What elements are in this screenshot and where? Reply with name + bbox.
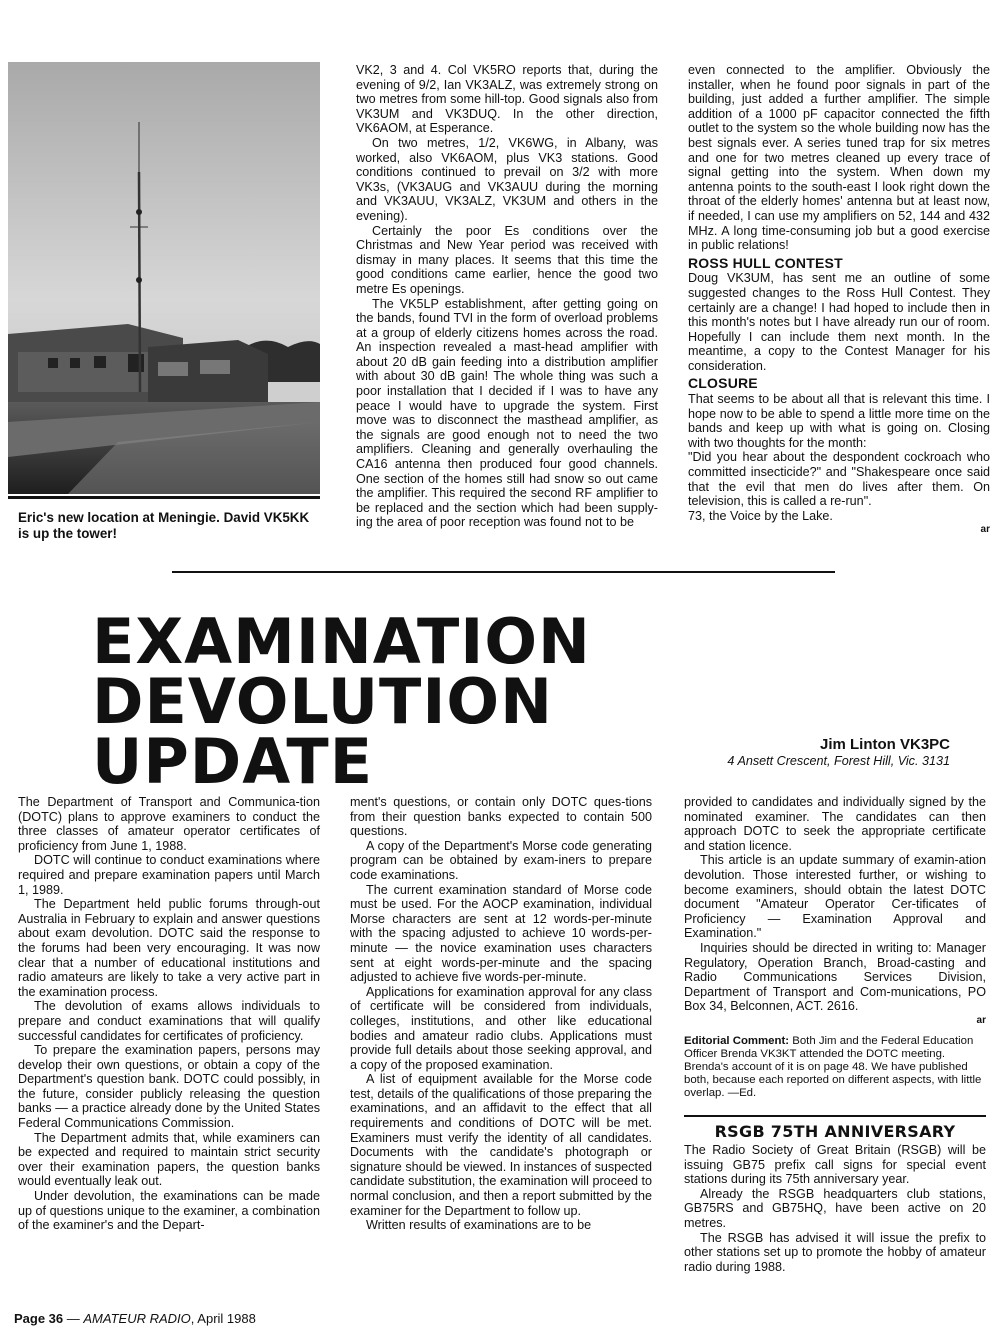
page-footer	[14, 1311, 256, 1326]
paragraph: Written results of examinations are to be	[366, 1218, 592, 1233]
paragraph: This article is an update summary of examin-ation devolution. Those interested further, or wishing to become examiners, should obtain the latest DOTC document "Amateur Operator Cer-tificates of Proficiency — Examination Approval and Examination."	[684, 853, 986, 941]
paragraph: Doug VK3UM, has sent me an outline of some suggested changes to the Ross Hull Contest. They certainly are a change! I had hoped to include then in this month's notes but I have already run our of room. Hopefully I can include them next month. In the meantime, a copy to the Contest Manager for his consideration.	[688, 271, 990, 373]
photo-caption: Eric's new location at Meningie. David VK5KK is up the tower!	[18, 510, 310, 541]
end-mark: ar	[976, 1014, 986, 1026]
closure-heading: CLOSURE	[688, 375, 758, 392]
editorial-comment	[684, 1035, 986, 1101]
paragraph: The Department admits that, while examiners can be expected and required to maintain strict security over their examination papers, the question banks would eventually leak out.	[18, 1130, 320, 1189]
editorial-label: Editorial Comment:	[684, 1034, 790, 1047]
magazine-name: AMATEUR RADIO	[83, 1311, 191, 1326]
ross-hull-heading: ROSS HULL CONTEST	[688, 254, 843, 271]
article-column-3	[684, 795, 986, 1274]
paragraph: A list of equipment available for the Morse code test, details of the qualifications of those preparing the examinations, and an affidavit to the effect that all requirements and conditions of DOTC will be met. Examiners must verify the identity of all candidates. Documents with the candidate's photograph or signature should be viewed. In instances of suspected candidate substitution, the examination will proceed to normal conclusion, and then a report submitted by the examiner for the Department to follow up.	[350, 1072, 652, 1218]
paragraph: That seems to be about all that is relevant this time. I hope now to be able to spend a little more time on the bands and keep up with what is going on. Closing with two thoughts for the month:	[688, 392, 990, 450]
paragraph: even connected to the amplifier. Obviously the installer, when he found poor signals in part of the building, just added a further amplifier. The simple addition of a 1000 pF capacitor connected the fifth outlet to the system so the whole building now has the best signals ever. A series tuned trap for six metres and one for two metres cleaned up every trace of signal getting into the system. When down my antenna points to the south-east I look right down the throat of the elderly homes' antenna but at least now, if needed, I can use my amplifiers on 52, 144 and 432 MHz. A long time-consuming job but a good exercise in public relations!	[688, 63, 990, 253]
section-rule	[172, 571, 835, 573]
page-number: Page 36	[14, 1311, 64, 1326]
paragraph: provided to candidates and individually signed by the nominated examiner. The candidates can then approach DOTC to seek the appropriate certificate and station licence.	[684, 795, 986, 853]
paragraph: The devolution of exams allows individuals to prepare and conduct examinations that will qualify successful candidates for certificates of proficiency.	[18, 999, 320, 1043]
paragraph: The VK5LP establishment, after getting going on the bands, found TVI in the form of overload problems at a group of elderly citizens homes across the road. An inspection revealed a mast-head amplifier with about 20 dB gain feeding into a distribution amplifier with about 30 dB gain! The whole thing was such a poor installation that I decided if I was to have any peace I would have to upgrade the system. First move was to disconnect the masthead amplifier, as the signals are good enough not to need the two amplifiers. Cleaning and generally overhauling the CA16 antenna then produced four good channels. One section of the homes still had snow so out came the amplifier. This required the second RF amplifier to be replaced and the section which had been supply-ing the area of poor reception was found not to be	[356, 296, 658, 530]
top-column-3	[688, 63, 990, 538]
end-mark: ar	[980, 524, 990, 536]
paragraph: The Department held public forums through-out Australia in February to explain and answer questions about exam devolution. DOTC said the response to the forums had been very encouraging. It was now clear that a number of educational institutions and radio amateurs are likely to take a very active part in the examination process.	[18, 897, 320, 999]
paragraph: VK2, 3 and 4. Col VK5RO reports that, during the evening of 9/2, Ian VK3ALZ, was extremely strong on two metres from some hill-top. Good signals also from VK3UM and VK3DUQ. In the other direction, VK6AOM, at Esperance.	[356, 63, 658, 136]
author-address: 4 Ansett Crescent, Forest Hill, Vic. 3131	[727, 754, 950, 768]
paragraph: A copy of the Department's Morse code generating program can be obtained by exam-iners to prepare code examinations.	[350, 838, 652, 882]
paragraph: On two metres, 1/2, VK6WG, in Albany, was worked, also VK6AOM, plus VK3 stations. Good conditions continued to prevail on 3/2 with more VK3s, (VK3AUG and VK3AUU during the morning and VK3AUU, VK3ALZ, VK3UM and others in the evening).	[356, 135, 658, 223]
top-column-2	[356, 63, 658, 530]
editorial-text: Both Jim and the Federal Education Officer Brenda VK3KT attended the DOTC meeting. Brenda's account of it is on page 48. We have published both, because each reported on different aspects, with little overlap. —Ed.	[684, 1034, 982, 1100]
signoff: 73, the Voice by the Lake.	[688, 508, 833, 523]
issue-date: , April 1988	[190, 1311, 256, 1326]
paragraph: DOTC will continue to conduct examinations where required and prepare examination papers until March 1, 1989.	[18, 853, 320, 897]
tower-photo	[8, 62, 320, 494]
paragraph: Already the RSGB headquarters club stations, GB75RS and GB75HQ, have been active on 20 metres.	[684, 1186, 986, 1231]
paragraph: The RSGB has advised it will issue the prefix to other stations set up to promote the hobby of amateur radio during 1988.	[684, 1230, 986, 1274]
rsgb-heading: RSGB 75TH ANNIVERSARY	[714, 1121, 956, 1141]
article-title-line-1: EXAMINATION DEVOLUTION	[92, 605, 591, 738]
author-name: Jim Linton VK3PC	[819, 736, 950, 753]
paragraph: Certainly the poor Es conditions over the Christmas and New Year period was received with dismay in many places. It seems that this time the good conditions came earlier, hence the good two metre Es openings.	[356, 223, 658, 296]
paragraph: Applications for examination approval for any class of certificate will be considered from individuals, colleges, institutions, and other like educational bodies and amateur radio clubs. Applications must provide full details about those seeking approval, and a copy of the proposed examination.	[350, 984, 652, 1072]
rsgb-rule	[684, 1115, 986, 1117]
article-column-2	[350, 795, 652, 1233]
photo-rule	[8, 496, 320, 499]
paragraph: The Department of Transport and Communica-tion (DOTC) plans to approve examiners to conduct the three classes of amateur operator certificates of proficiency from June 1, 1988.	[18, 795, 320, 853]
paragraph: The Radio Society of Great Britain (RSGB) will be issuing GB75 prefix call signs for special event stations during its 75th anniversary year.	[684, 1143, 986, 1187]
quote: "Did you hear about the despondent cockroach who committed insecticide?" and "Shakespeare once said that the evil that men do lives after them. On television, this is called a re-run".	[688, 450, 990, 509]
paragraph: The current examination standard of Morse code must be used. For the AOCP examination, individual Morse characters are sent at 12 words-per-minute with the spacing adjusted to achieve 10 words-per-minute — the novice examination uses characters sent at eight words-per-minute and the spacing adjusted to achieve five words-per-minute.	[350, 882, 652, 985]
article-title-line-2: UPDATE	[92, 725, 374, 798]
footer-dash: —	[63, 1311, 84, 1326]
tower-photo-image	[8, 62, 320, 494]
paragraph: Under devolution, the examinations can be made up of questions unique to the examiner, a combination of the examiner's and the Depart-	[18, 1189, 320, 1233]
article-column-1	[18, 795, 320, 1233]
paragraph: ment's questions, or contain only DOTC ques-tions from their question banks expected to contain 500 questions.	[350, 795, 652, 839]
paragraph: Inquiries should be directed in writing to: Manager Regulatory, Operation Branch, Broad-casting and Radio Communications Services Division, Department of Transport and Com-munications, PO Box 34, Belconnen, ACT. 2616.	[684, 940, 986, 1014]
paragraph: To prepare the examination papers, persons may develop their own questions, or obtain a copy of the Department's question bank. DOTC could possibly, in the future, consider publicly releasing the question banks — a practice already done by the United States Federal Communications Commission.	[18, 1043, 320, 1131]
